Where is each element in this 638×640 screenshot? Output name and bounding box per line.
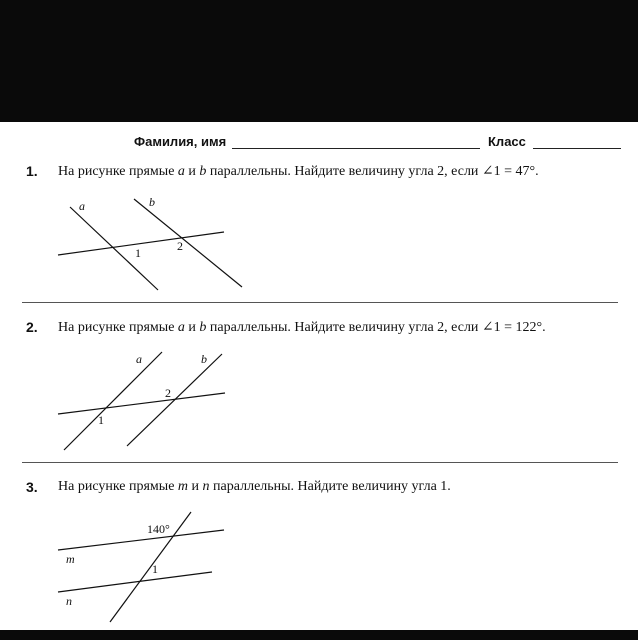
label-angle-1: 1 — [152, 562, 158, 576]
label-b: b — [149, 195, 155, 209]
problem-1-number: 1. — [26, 163, 38, 179]
label-b: b — [201, 352, 207, 366]
problem-2-number: 2. — [26, 319, 38, 335]
bottom-black-bar — [0, 630, 638, 640]
line-m — [58, 530, 224, 550]
name-label: Фамилия, имя — [134, 134, 227, 149]
label-m: m — [66, 552, 75, 566]
problem-3-text: На рисунке прямые m и n параллельны. Найдите величину угла 1. — [58, 479, 451, 494]
problem-1-text: На рисунке прямые a и b параллельны. Найдите величину угла 2, если ∠1 = 47°. — [58, 164, 539, 179]
label-n: n — [66, 594, 72, 608]
label-angle-2: 2 — [165, 386, 171, 400]
class-label: Класс — [488, 134, 526, 149]
label-angle-1: 1 — [98, 413, 104, 427]
problem-2-text: На рисунке прямые a и b параллельны. Найдите величину угла 2, если ∠1 = 122°. — [58, 320, 546, 335]
label-given-angle: 140° — [147, 522, 170, 536]
label-angle-2: 2 — [177, 239, 183, 253]
problem-3-number: 3. — [26, 479, 38, 495]
label-a: a — [79, 199, 85, 213]
label-a: a — [136, 352, 142, 366]
label-angle-1: 1 — [135, 246, 141, 260]
